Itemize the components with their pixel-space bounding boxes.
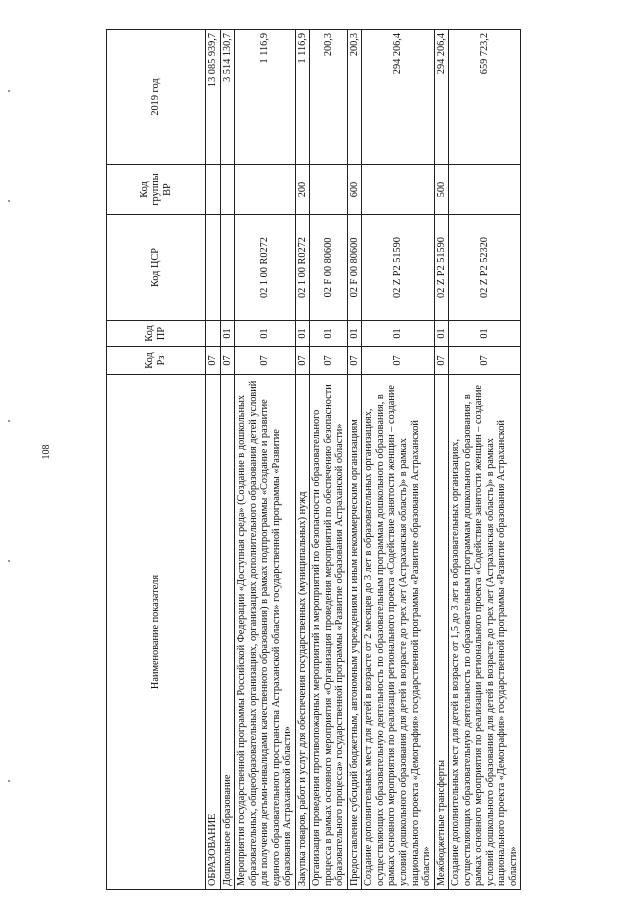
row-value: 1 116,9 <box>295 30 310 165</box>
row-csr: 02 Z P2 52320 <box>449 215 521 321</box>
row-name: Создание дополнительных мест для детей в возрасте от 2 месяцев до 3 лет в образовательных организациях, осуществляющих образовательную деятельность по образовательным программам дошкольного образования, в рамках основного мероприятия по реализации регионального проекта «Содействие занятости женщин – создание условий дошкольного образования для детей в возрасте до трех лет (Астраханская область)» в рамках национального проекта «Демография» государственной программы «Развитие образования Астраханской области» <box>362 375 434 890</box>
row-vr <box>362 165 434 215</box>
row-name: Закупка товаров, работ и услуг для обеспечения государственных (муниципальных) нужд <box>295 375 310 890</box>
header-csr: Код ЦСР <box>107 215 206 321</box>
row-value: 294 206,4 <box>434 30 449 165</box>
table-container <box>106 30 618 890</box>
header-pr: Код ПР <box>107 321 206 347</box>
row-value: 13 085 939,7 <box>206 30 221 165</box>
row-rz: 07 <box>362 347 434 375</box>
row-csr <box>220 215 235 321</box>
row-value: 294 206,4 <box>362 30 434 165</box>
row-rz: 07 <box>220 347 235 375</box>
row-value: 200,3 <box>310 30 348 165</box>
row-name: Предоставление субсидий бюджетным, автономным учреждениям и иным некоммерческим организациям <box>347 375 362 890</box>
row-csr: 02 Z P2 51590 <box>362 215 434 321</box>
table-row <box>235 30 296 890</box>
rotated-sheet <box>106 30 618 890</box>
row-csr: 02 1 00 R0272 <box>295 215 310 321</box>
row-rz: 07 <box>235 347 296 375</box>
row-vr: 600 <box>347 165 362 215</box>
header-vr: Код группы ВР <box>107 165 206 215</box>
margin-mark <box>8 420 10 422</box>
row-vr: 200 <box>295 165 310 215</box>
row-rz: 07 <box>310 347 348 375</box>
row-rz: 07 <box>434 347 449 375</box>
header-name: Наименование показателя <box>107 375 206 890</box>
row-name: Дошкольное образование <box>220 375 235 890</box>
row-vr <box>206 165 221 215</box>
table-row <box>347 30 362 890</box>
row-csr: 02 F 00 80600 <box>310 215 348 321</box>
row-value: 1 116,9 <box>235 30 296 165</box>
table-row <box>310 30 348 890</box>
row-vr <box>449 165 521 215</box>
row-pr: 01 <box>434 321 449 347</box>
row-rz: 07 <box>449 347 521 375</box>
row-rz: 07 <box>347 347 362 375</box>
row-value: 659 723,2 <box>449 30 521 165</box>
row-pr: 01 <box>235 321 296 347</box>
row-csr: 02 F 00 80600 <box>347 215 362 321</box>
header-row <box>107 30 206 890</box>
row-vr: 500 <box>434 165 449 215</box>
row-vr <box>310 165 348 215</box>
row-pr: 01 <box>449 321 521 347</box>
row-name: ОБРАЗОВАНИЕ <box>206 375 221 890</box>
row-pr: 01 <box>220 321 235 347</box>
table-row <box>434 30 449 890</box>
margin-mark <box>8 560 10 562</box>
table-row <box>449 30 521 890</box>
row-csr <box>206 215 221 321</box>
table-row <box>220 30 235 890</box>
row-pr: 01 <box>347 321 362 347</box>
margin-mark <box>8 90 10 92</box>
row-name: Мероприятия государственной программы Российской Федерации «Доступная среда» (Создание в дошкольных образовательных, общеобразовательных организациях, организациях дополнительного образования детей условий для получения детьми-инвалидами качественного образования) в рамках подпрограммы «Создание и развитие единого образовательного пространства Астраханской области» государственной программы «Развитие образования Астраханской области» <box>235 375 296 890</box>
table-row <box>206 30 221 890</box>
row-csr: 02 Z P2 51590 <box>434 215 449 321</box>
row-name: Межбюджетные трансферты <box>434 375 449 890</box>
margin-mark <box>8 200 10 202</box>
row-rz: 07 <box>206 347 221 375</box>
row-rz: 07 <box>295 347 310 375</box>
budget-table <box>106 29 521 890</box>
row-vr <box>235 165 296 215</box>
row-pr: 01 <box>295 321 310 347</box>
table-row <box>362 30 434 890</box>
row-name: Организация проведения противопожарных мероприятий и мероприятий по безопасности образовательного процесса в рамках основного мероприятия «Организация проведения мероприятий по обеспечению безопасности образовательного процесса» государственной программы «Развитие образования Астраханской области» <box>310 375 348 890</box>
row-csr: 02 1 00 R0272 <box>235 215 296 321</box>
row-pr: 01 <box>362 321 434 347</box>
row-value: 200,3 <box>347 30 362 165</box>
table-row <box>295 30 310 890</box>
row-pr <box>206 321 221 347</box>
header-rz: Код Рз <box>107 347 206 375</box>
row-name: Создание дополнительных мест для детей в возрасте от 1,5 до 3 лет в образовательных организациях, осуществляющих образовательную деятельность по образовательным программам дошкольного образования, в рамках основного мероприятия по реализации регионального проекта «Содействие занятости женщин – создание условий дошкольного образования для детей в возрасте до трех лет (Астраханская область)» в рамках национального проекта «Демография» государственной программы «Развитие образования Астраханской области» <box>449 375 521 890</box>
margin-mark <box>8 780 10 782</box>
row-value: 3 514 130,7 <box>220 30 235 165</box>
row-vr <box>220 165 235 215</box>
header-year: 2019 год <box>107 30 206 165</box>
page-number: 108 <box>41 444 52 460</box>
row-pr: 01 <box>310 321 348 347</box>
